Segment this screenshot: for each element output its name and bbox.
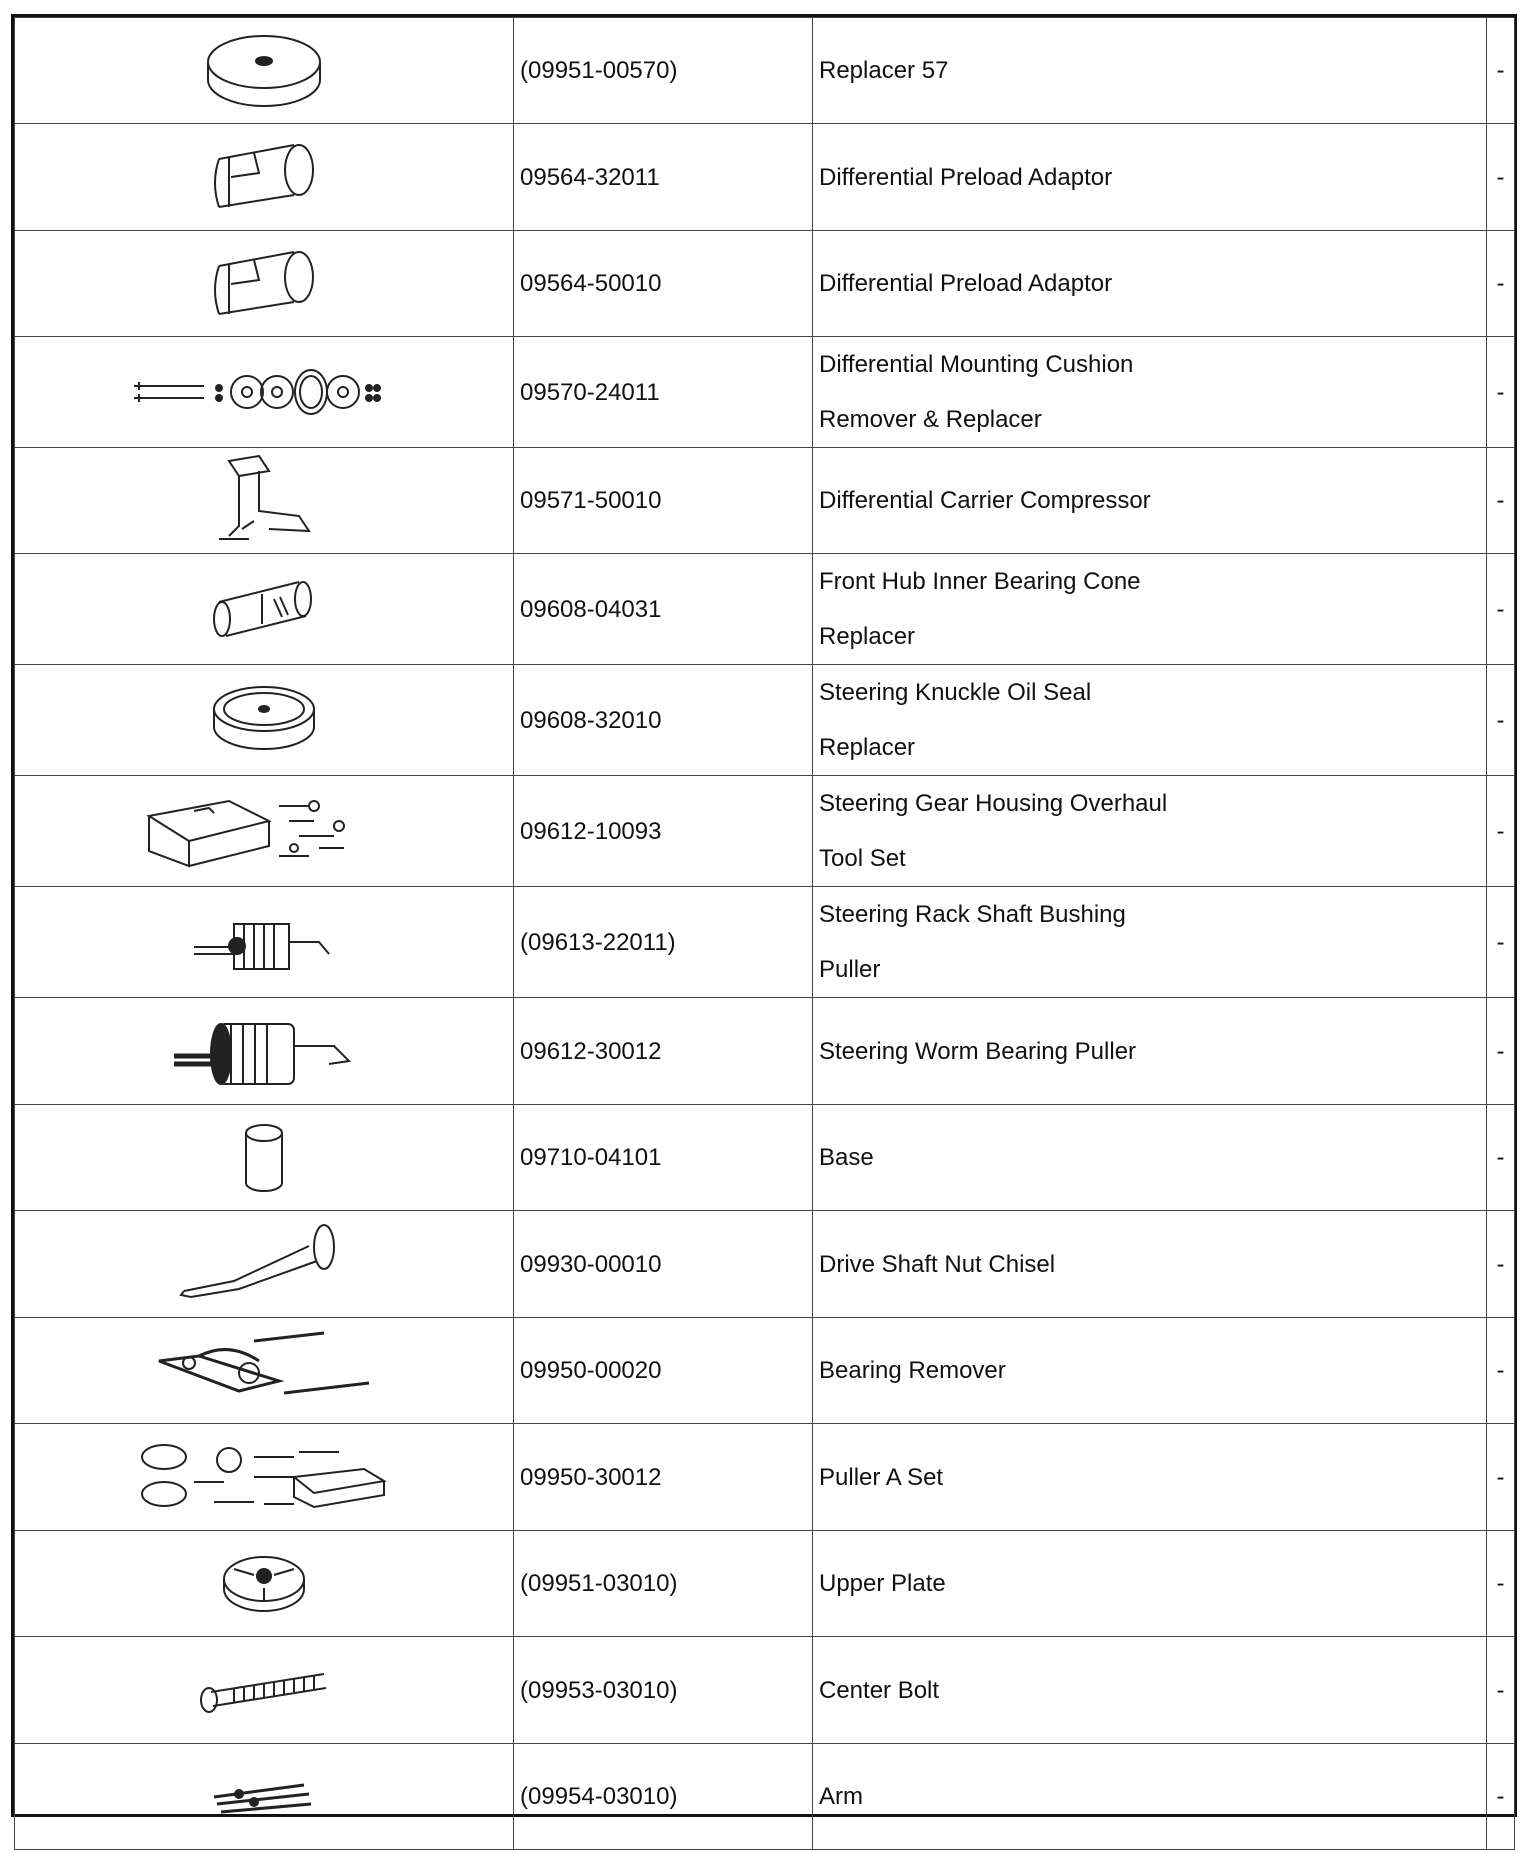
part-number: 09608-32010 — [514, 665, 813, 776]
description-line: Steering Knuckle Oil Seal — [819, 679, 1092, 706]
part-number: 09930-00010 — [514, 1211, 813, 1318]
tool-description — [813, 1105, 1487, 1211]
cap-disc-icon — [15, 665, 514, 776]
note-cell: - — [1487, 554, 1515, 665]
tool-row — [15, 887, 1515, 998]
part-number: (09951-03010) — [514, 1531, 813, 1637]
split-sleeve-icon — [15, 231, 514, 337]
part-number: (09951-00570) — [514, 18, 813, 124]
note-cell: - — [1487, 998, 1515, 1105]
note-cell: - — [1487, 231, 1515, 337]
description-line: Tool Set — [819, 845, 906, 872]
tool-description — [813, 1318, 1487, 1424]
note-cell: - — [1487, 18, 1515, 124]
description-line: Bearing Remover — [819, 1357, 1006, 1384]
description-line: Center Bolt — [819, 1676, 940, 1704]
note-cell: - — [1487, 1211, 1515, 1318]
description-line: Remover & Replacer — [819, 406, 1042, 433]
description-line: Arm — [819, 1783, 863, 1810]
tool-row — [15, 1211, 1515, 1318]
tool-row — [15, 998, 1515, 1105]
tool-row — [15, 1424, 1515, 1531]
description-line: Differential Preload Adaptor — [819, 163, 1113, 191]
part-number: 09612-30012 — [514, 998, 813, 1105]
part-number: (09613-22011) — [514, 887, 813, 998]
bearing-remover-icon — [15, 1318, 514, 1424]
tool-description — [813, 998, 1487, 1105]
arm-set-icon — [15, 1744, 514, 1850]
puller-set-icon — [15, 1424, 514, 1531]
tool-description — [813, 1744, 1487, 1850]
description-line: Steering Worm Bearing Puller — [819, 1037, 1137, 1065]
tool-case-set-icon — [15, 776, 514, 887]
part-number: 09564-32011 — [514, 124, 813, 231]
cylinder-icon — [15, 554, 514, 665]
tool-row — [15, 18, 1515, 124]
part-number: (09953-03010) — [514, 1637, 813, 1744]
note-cell: - — [1487, 124, 1515, 231]
description-line: Front Hub Inner Bearing Cone — [819, 568, 1141, 595]
tool-description — [813, 231, 1487, 337]
description-line: Differential Carrier Compressor — [819, 487, 1151, 514]
tool-row — [15, 337, 1515, 448]
description-line: Steering Rack Shaft Bushing — [819, 901, 1126, 928]
parts-table-frame — [11, 14, 1517, 1817]
tool-row — [15, 1531, 1515, 1637]
compressor-icon — [15, 448, 514, 554]
description-line: Differential Mounting Cushion — [819, 351, 1134, 378]
part-number: 09608-04031 — [514, 554, 813, 665]
description-line: Replacer — [819, 734, 916, 761]
part-number: 09571-50010 — [514, 448, 813, 554]
bolt-washer-set-icon — [15, 337, 514, 448]
note-cell: - — [1487, 665, 1515, 776]
note-cell: - — [1487, 448, 1515, 554]
tool-description — [813, 124, 1487, 231]
tool-row — [15, 231, 1515, 337]
tool-description — [813, 776, 1487, 887]
tool-row — [15, 1105, 1515, 1211]
tool-description — [813, 1424, 1487, 1531]
part-number: 09612-10093 — [514, 776, 813, 887]
tool-description — [813, 1531, 1487, 1637]
tool-row — [15, 1744, 1515, 1850]
note-cell: - — [1487, 337, 1515, 448]
threaded-bolt-icon — [15, 1637, 514, 1744]
part-number: (09954-03010) — [514, 1744, 813, 1850]
tool-row — [15, 554, 1515, 665]
disc-icon — [15, 18, 514, 124]
part-number: 09950-30012 — [514, 1424, 813, 1531]
description-line: Steering Gear Housing Overhaul — [819, 790, 1168, 817]
special-service-tools-table — [14, 17, 1515, 1850]
tool-row — [15, 1318, 1515, 1424]
note-cell: - — [1487, 1637, 1515, 1744]
small-cylinder-icon — [15, 1105, 514, 1211]
chisel-icon — [15, 1211, 514, 1318]
bushing-puller-icon — [15, 887, 514, 998]
part-number: 09710-04101 — [514, 1105, 813, 1211]
tool-row — [15, 1637, 1515, 1744]
note-cell: - — [1487, 776, 1515, 887]
note-cell: - — [1487, 1744, 1515, 1850]
description-line: Differential Preload Adaptor — [819, 270, 1113, 297]
description-line: Puller A Set — [819, 1463, 944, 1491]
tool-description — [813, 887, 1487, 998]
part-number: 09564-50010 — [514, 231, 813, 337]
bearing-puller-icon — [15, 998, 514, 1105]
note-cell: - — [1487, 1318, 1515, 1424]
description-line: Base — [819, 1144, 874, 1171]
description-line: Upper Plate — [819, 1570, 946, 1597]
tool-description — [813, 18, 1487, 124]
description-line: Drive Shaft Nut Chisel — [819, 1250, 1056, 1278]
note-cell: - — [1487, 1531, 1515, 1637]
tool-description — [813, 1637, 1487, 1744]
tool-description — [813, 1211, 1487, 1318]
split-sleeve-icon — [15, 124, 514, 231]
description-line: Replacer 57 — [819, 57, 949, 84]
part-number: 09950-00020 — [514, 1318, 813, 1424]
tool-description — [813, 337, 1487, 448]
description-line: Puller — [819, 956, 881, 983]
note-cell: - — [1487, 1105, 1515, 1211]
tool-row — [15, 665, 1515, 776]
tool-row — [15, 776, 1515, 887]
description-line: Replacer — [819, 623, 916, 650]
note-cell: - — [1487, 1424, 1515, 1531]
upper-plate-icon — [15, 1531, 514, 1637]
tool-description — [813, 448, 1487, 554]
tool-row — [15, 124, 1515, 231]
tool-description — [813, 665, 1487, 776]
part-number: 09570-24011 — [514, 337, 813, 448]
note-cell: - — [1487, 887, 1515, 998]
tool-row — [15, 448, 1515, 554]
tool-description — [813, 554, 1487, 665]
